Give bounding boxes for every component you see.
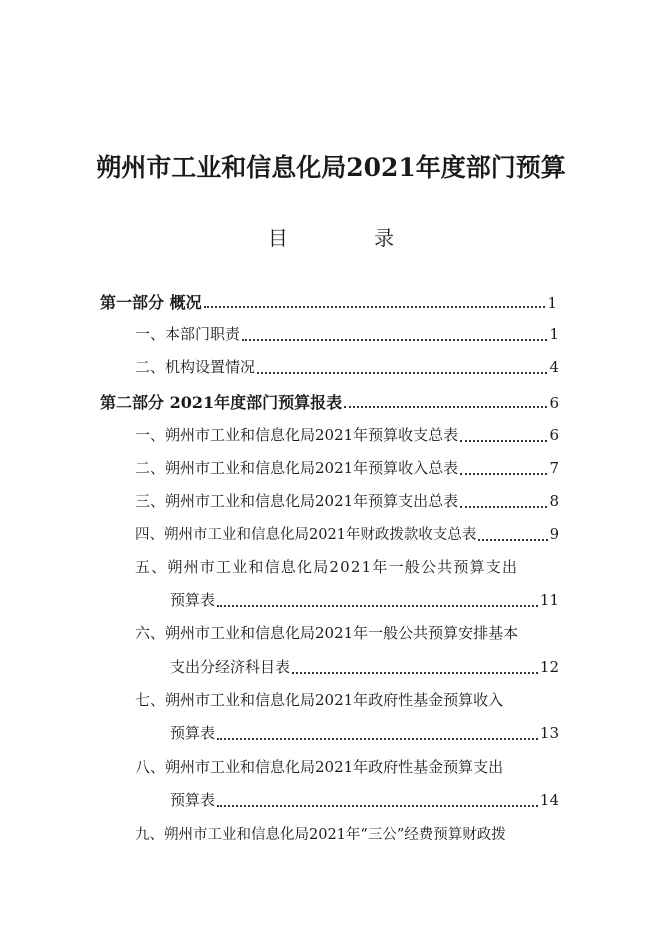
- toc-entry[interactable]: [135, 756, 562, 780]
- toc-entry-label: 第二部分 2021年度部门预算报表: [100, 393, 343, 412]
- toc-entry-page: 14: [539, 791, 559, 809]
- toc-entry-label: 一、朔州市工业和信息化局2021年预算收支总表: [135, 426, 459, 444]
- toc-leader-dots: [460, 440, 547, 442]
- toc-leader-dots: [217, 738, 538, 740]
- toc-leader-dots: [460, 506, 547, 508]
- toc-entry-page: 6: [549, 426, 559, 444]
- toc-entry-label: 二、机构设置情况: [135, 358, 256, 376]
- toc-entry[interactable]: [135, 356, 559, 380]
- toc-leader-dots: [292, 672, 538, 674]
- toc-entry-page: 11: [539, 591, 559, 609]
- toc-entry[interactable]: [170, 722, 559, 746]
- toc-entry-label: 第一部分 概况: [100, 293, 202, 312]
- toc-entry-page: 1: [549, 325, 559, 343]
- toc-heading: 目 录: [267, 226, 435, 250]
- toc-leader-dots: [217, 805, 538, 807]
- toc-entry-label: 支出分经济科目表: [170, 658, 291, 676]
- toc-entry[interactable]: [135, 622, 562, 646]
- toc-entry[interactable]: [170, 789, 559, 813]
- toc-entry-label: 五、朔州市工业和信息化局2021年一般公共预算支出: [135, 558, 519, 576]
- toc-entry-page: 9: [549, 527, 559, 543]
- toc-leader-dots: [217, 605, 538, 607]
- toc-entry-label: 三、朔州市工业和信息化局2021年预算支出总表: [135, 492, 459, 510]
- toc-leader-dots: [460, 473, 547, 475]
- toc-entry-label: 预算表: [170, 791, 216, 809]
- toc-entry[interactable]: [170, 656, 559, 680]
- toc-entry[interactable]: [135, 823, 562, 847]
- toc-entry-page: 7: [549, 459, 559, 477]
- toc-leader-dots: [204, 306, 546, 308]
- toc-entry-label: 八、朔州市工业和信息化局2021年政府性基金预算支出: [135, 758, 504, 776]
- toc-entry[interactable]: [135, 689, 562, 713]
- toc-entry[interactable]: [100, 290, 557, 314]
- toc-entry-label: 预算表: [170, 591, 216, 609]
- toc-entry-label: 预算表: [170, 724, 216, 742]
- toc-entry-page: 12: [539, 658, 559, 676]
- toc-entry-label: 七、朔州市工业和信息化局2021年政府性基金预算收入: [135, 691, 504, 709]
- toc-entry[interactable]: [135, 490, 559, 514]
- toc-entry[interactable]: [135, 457, 559, 481]
- document-title: 朔州市工业和信息化局2021年度部门预算: [96, 153, 566, 182]
- toc-leader-dots: [344, 406, 547, 408]
- toc-entry-label: 九、朔州市工业和信息化局2021年“三公”经费预算财政拨: [135, 827, 506, 843]
- toc-leader-dots: [242, 339, 547, 341]
- toc-entry-page: 4: [549, 358, 559, 376]
- toc-entry-label: 一、本部门职责: [135, 325, 241, 343]
- toc-leader-dots: [257, 372, 547, 374]
- toc-entry-page: 6: [549, 394, 559, 412]
- toc-entry-page: 13: [539, 724, 559, 742]
- toc-entry[interactable]: [135, 424, 559, 448]
- toc-leader-dots: [478, 539, 547, 541]
- toc-entry-page: 8: [549, 492, 559, 510]
- toc-entry[interactable]: [100, 390, 559, 414]
- toc-entry[interactable]: [135, 523, 559, 547]
- toc-entry[interactable]: [135, 556, 562, 580]
- toc-entry-label: 四、朔州市工业和信息化局2021年财政拨款收支总表: [135, 527, 477, 543]
- toc-entry-label: 六、朔州市工业和信息化局2021年一般公共预算安排基本: [135, 624, 519, 642]
- toc-entry[interactable]: [170, 589, 559, 613]
- toc-entry-page: 1: [547, 294, 557, 312]
- toc-entry-label: 二、朔州市工业和信息化局2021年预算收入总表: [135, 459, 459, 477]
- toc-entry[interactable]: [135, 323, 559, 347]
